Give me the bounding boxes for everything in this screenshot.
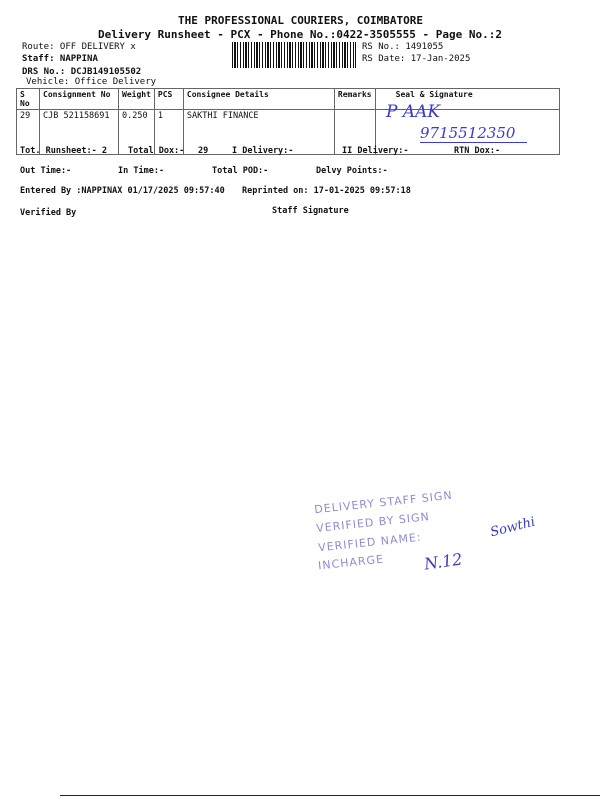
tot-runsheet: Tot. Runsheet:- 2 [20, 146, 107, 156]
i-delivery: I Delivery:- [232, 146, 294, 156]
handwritten-phone: 9715512350 [420, 124, 527, 143]
col-sno: S No [17, 89, 40, 110]
barcode [232, 42, 356, 68]
col-seal-signature: Seal & Signature [375, 89, 559, 110]
stamp-hand-mark: N.12 [422, 549, 464, 574]
rs-date: RS Date: 17-Jan-2025 [362, 54, 471, 64]
stamp-line-4: INCHARGE [317, 552, 385, 573]
delvy-points: Delvy Points:- [316, 166, 388, 176]
runsheet-subtitle: Delivery Runsheet - PCX - Phone No.:0422-3505555 - Page No.:2 [98, 28, 502, 41]
bottom-divider [60, 795, 600, 796]
total-dox-label: Total Dox:- [128, 146, 185, 156]
cell-pcs: 1 [154, 110, 183, 155]
handwritten-sign: P AAK [386, 102, 441, 122]
col-pcs: PCS [154, 89, 183, 110]
vehicle-text: Vehicle: Office Delivery [26, 77, 157, 87]
cell-consignee: SAKTHI FINANCE [183, 110, 334, 155]
table-header-row [17, 89, 560, 110]
in-time: In Time:- [118, 166, 165, 176]
consignment-table [16, 88, 560, 155]
cell-consignment: CJB 521158691 [40, 110, 119, 155]
stamp-line-1: DELIVERY STAFF SIGN [313, 488, 454, 517]
col-consignee: Consignee Details [183, 89, 334, 110]
verified-by: Verified By [20, 208, 77, 218]
drs-number: DRS No.: DCJB149105502 [22, 67, 142, 77]
ii-delivery: II Delivery:- [342, 146, 409, 156]
stamp-line-3: VERIFIED NAME: [317, 530, 423, 555]
entered-by: Entered By :NAPPINAX 01/17/2025 09:57:40 [20, 186, 225, 196]
col-consignment: Consignment No [40, 89, 119, 110]
total-pod: Total POD:- [212, 166, 269, 176]
rs-number: RS No.: 1491055 [362, 42, 444, 52]
stamp-line-2: VERIFIED BY SIGN [315, 510, 431, 535]
stamp-hand-name: Sowthi [488, 514, 537, 541]
col-weight: Weight [119, 89, 155, 110]
route-text: Route: OFF DELIVERY x [22, 42, 136, 52]
staff-signature: Staff Signature [272, 206, 349, 216]
cell-sno: 29 [17, 110, 40, 155]
reprinted-on: Reprinted on: 17-01-2025 09:57:18 [242, 186, 411, 196]
total-dox-value: 29 [198, 146, 209, 156]
cell-weight: 0.250 [119, 110, 155, 155]
rtn-dox: RTN Dox:- [454, 146, 501, 156]
out-time: Out Time:- [20, 166, 72, 176]
staff-text: Staff: NAPPINA [22, 54, 98, 64]
company-title: THE PROFESSIONAL COURIERS, COIMBATORE [178, 14, 424, 27]
col-remarks: Remarks [334, 89, 375, 110]
